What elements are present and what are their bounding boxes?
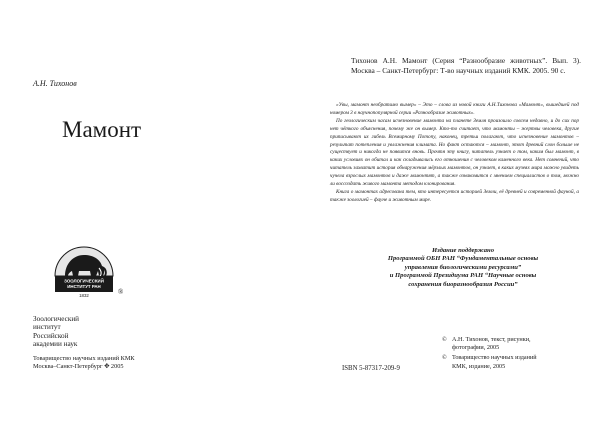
publisher-line: Москва–Санкт-Петербург ✥ 2005: [33, 363, 124, 371]
institute-name: [33, 315, 79, 349]
copyright-icon: ©: [442, 336, 447, 343]
copyright-entry: [442, 354, 537, 370]
registered-mark: ®: [118, 288, 124, 296]
emblem-line-1: ЗООЛОГИЧЕСКИЙ: [64, 278, 104, 284]
copyright-line: А.Н. Тихонов, текст, рисунки,: [452, 336, 531, 343]
copyright-line: КМК, издание, 2005: [452, 362, 506, 370]
support-line: сохранения биоразнообразия России”: [408, 280, 518, 288]
copyright-line: Товарищество научных изданий: [452, 354, 537, 362]
bibliographic-description: Тихонов А.Н. Мамонт (Серия “Разнообразие животных”. Вып. 3). Москва – Санкт-Петербург: Т-во научных изданий КМК. 2005. 90 с.: [351, 56, 581, 76]
emblem-line-2: ИНСТИТУТ РАН: [67, 284, 101, 289]
publisher-imprint: [33, 355, 135, 371]
abstract-paragraph: «Увы, мамонт необратимо вымер» – Это – слова из новой книги А.Н.Тихонова «Мамонт», вышедшей под номером 3 в научнопопулярной серии «Разнообразие животных».: [330, 102, 579, 116]
copyright-line: фотографии, 2005: [452, 344, 500, 352]
copyright-icon: ©: [442, 354, 447, 362]
support-line: Издание поддержано: [431, 247, 494, 254]
publisher-line: Товарищество научных изданий КМК: [33, 355, 135, 362]
institute-line: академии наук: [33, 340, 78, 349]
institute-emblem-icon: [51, 240, 117, 300]
emblem-year: 1832: [79, 293, 89, 298]
author-name: А.Н. Тихонов: [33, 79, 77, 88]
abstract-paragraph: Книга о мамонтах адресована тем, кто интересуется историей Земли, её древней и современной фауной, а также зоологией – фауне и животным мире.: [330, 188, 579, 203]
book-title: Мамонт: [62, 117, 142, 142]
support-line: и Программой Президиума РАН “Научные основы: [389, 272, 537, 280]
abstract-paragraph: По геологическим часам исчезновение мамонта на планете Земля произошло совсем недавно, и до сих пор нет чёткого объяснения, почему же он вымер. Кто-то считает, что мамонты – жертвы человека, другие приписывают их гибель Всемирному Потопу, наконец, третьи полагают, что исчезновение мамонтов – результат потепления и увлажнения климата. Но факт остаются – мамонт, этот древний слон больше не существует и никогда не появится вновь. Прочтя эту книгу, читатель узнает о том, каким был мамонт, в каких условиях он обитал и как складывались его отношения с человеком каменного века. Нет сомнений, что читатель захватит история обнаружения мёрзлых мамонтов, он узнает, в каких музеях мира можно увидеть чучела взрослых мамонтов и даже мамонтят, а также ознакомится с мнением специалистов о том, можно ли воссоздать живого мамонта методом клонирования.: [330, 117, 579, 188]
support-line: Программой ОБН РАН “Фундаментальные основы: [387, 255, 539, 263]
copyright-block: [442, 336, 537, 371]
book-abstract: [330, 102, 579, 205]
institute-line: Зоологический: [33, 315, 80, 323]
institute-line: институт: [33, 323, 61, 332]
institute-line: Российской: [33, 331, 69, 340]
isbn: ISBN 5-87317-209-9: [342, 365, 400, 372]
support-line: управления биологическими ресурсами”: [404, 263, 522, 271]
support-notice: [332, 247, 594, 289]
copyright-entry: [442, 336, 537, 352]
